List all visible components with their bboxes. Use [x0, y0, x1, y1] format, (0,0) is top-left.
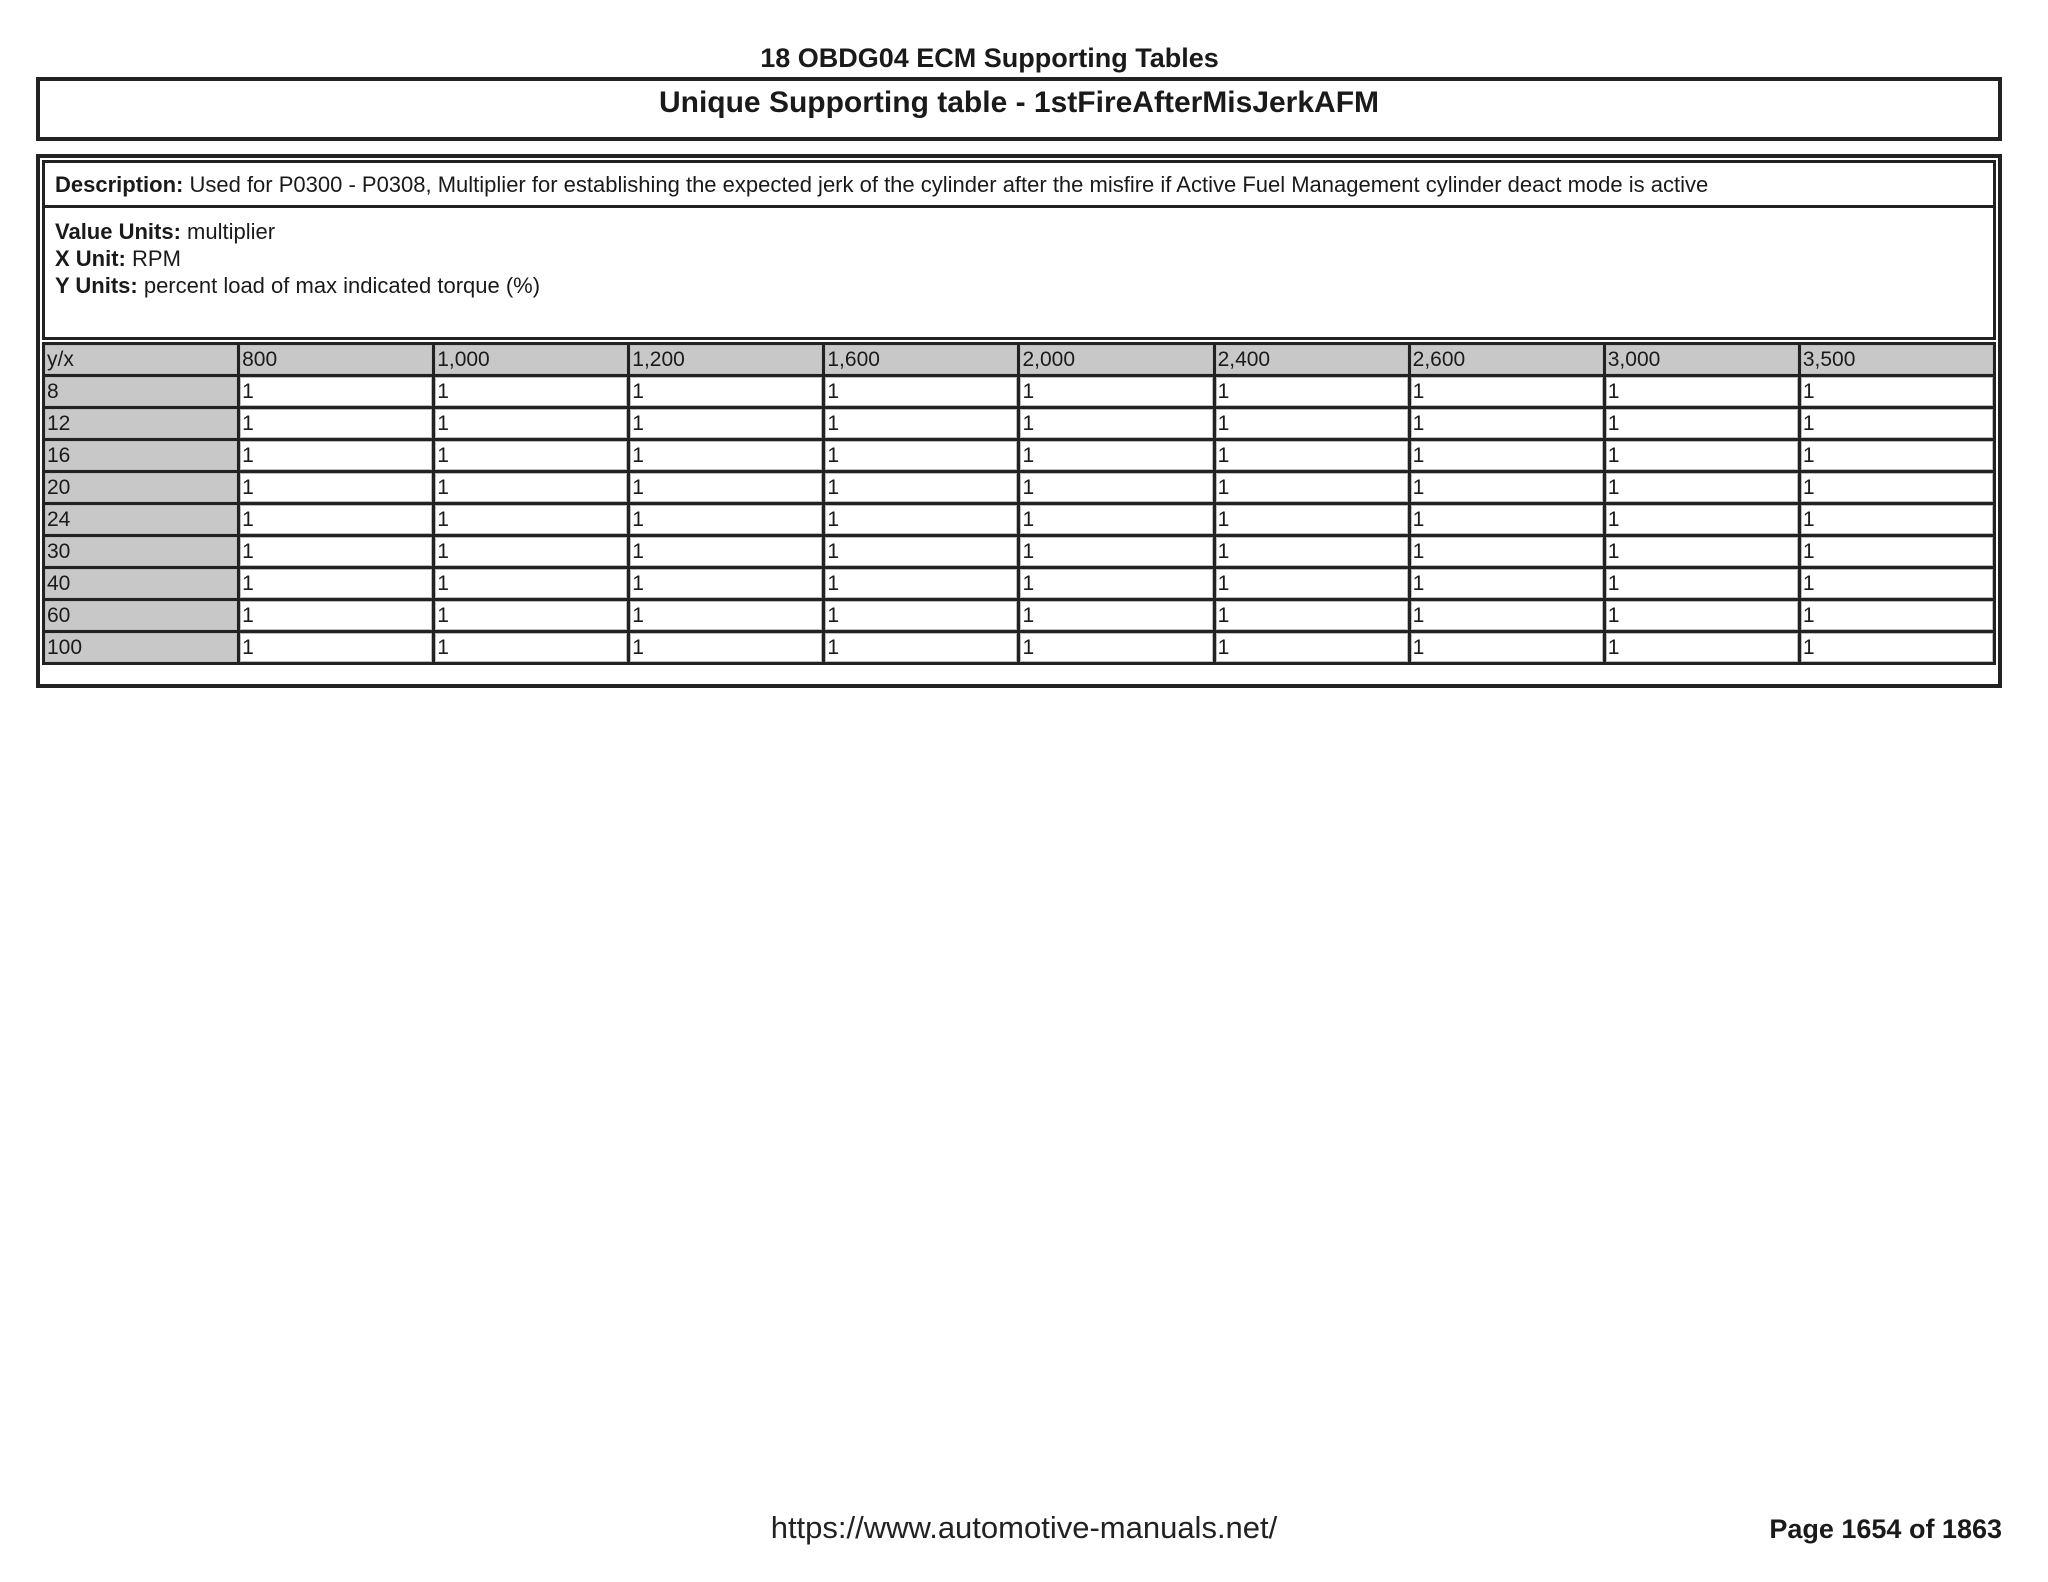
table-header-row — [44, 344, 1995, 376]
column-header-cell: 2,400 — [1214, 344, 1409, 376]
value-cell: 1 — [824, 504, 1019, 536]
value-cell: 1 — [1214, 568, 1409, 600]
page-number: Page 1654 of 1863 — [1769, 1514, 2002, 1544]
table-row — [44, 408, 1995, 440]
table-row — [44, 536, 1995, 568]
x-unit-line — [55, 245, 1983, 272]
value-cell: 1 — [1604, 568, 1799, 600]
value-cell: 1 — [434, 504, 629, 536]
value-cell: 1 — [239, 408, 434, 440]
row-header-cell: 24 — [44, 504, 239, 536]
value-cell: 1 — [1799, 600, 1994, 632]
value-cell: 1 — [1409, 376, 1604, 408]
table-row — [44, 632, 1995, 664]
value-cell: 1 — [1799, 376, 1994, 408]
value-cell: 1 — [239, 440, 434, 472]
value-cell: 1 — [629, 504, 824, 536]
table-row — [44, 376, 1995, 408]
row-header-cell: 40 — [44, 568, 239, 600]
value-cell: 1 — [629, 440, 824, 472]
value-cell: 1 — [239, 632, 434, 664]
value-cell: 1 — [1409, 632, 1604, 664]
value-cell: 1 — [1799, 536, 1994, 568]
value-cell: 1 — [434, 472, 629, 504]
value-cell: 1 — [1019, 600, 1214, 632]
value-cell: 1 — [434, 568, 629, 600]
value-cell: 1 — [1019, 568, 1214, 600]
row-header-cell: 20 — [44, 472, 239, 504]
value-cell: 1 — [239, 600, 434, 632]
value-cell: 1 — [1409, 472, 1604, 504]
value-cell: 1 — [629, 536, 824, 568]
table-panel — [36, 154, 2002, 688]
value-cell: 1 — [1214, 536, 1409, 568]
table-row — [44, 600, 1995, 632]
table-title: Unique Supporting table - 1stFireAfterMisJerkAFM — [658, 86, 1380, 119]
value-cell: 1 — [1799, 632, 1994, 664]
value-cell: 1 — [239, 568, 434, 600]
x-unit-text: RPM — [125, 246, 181, 271]
value-cell: 1 — [1799, 408, 1994, 440]
value-cell: 1 — [629, 632, 824, 664]
table-row — [44, 568, 1995, 600]
column-header-cell: 1,600 — [824, 344, 1019, 376]
value-cell: 1 — [1214, 472, 1409, 504]
value-cell: 1 — [1604, 408, 1799, 440]
value-cell: 1 — [1019, 408, 1214, 440]
value-cell: 1 — [824, 440, 1019, 472]
column-header-cell: 800 — [239, 344, 434, 376]
value-cell: 1 — [1409, 504, 1604, 536]
value-cell: 1 — [1214, 504, 1409, 536]
column-header-cell: 3,000 — [1604, 344, 1799, 376]
row-header-cell: 30 — [44, 536, 239, 568]
value-cell: 1 — [1214, 600, 1409, 632]
value-cell: 1 — [434, 536, 629, 568]
value-cell: 1 — [1799, 440, 1994, 472]
value-cell: 1 — [239, 504, 434, 536]
value-cell: 1 — [1019, 376, 1214, 408]
value-cell: 1 — [1604, 536, 1799, 568]
title-box — [36, 77, 2002, 141]
corner-cell: y/x — [44, 344, 239, 376]
value-cell: 1 — [1409, 408, 1604, 440]
value-cell: 1 — [1409, 440, 1604, 472]
value-cell: 1 — [1604, 600, 1799, 632]
value-cell: 1 — [1799, 568, 1994, 600]
description-section — [42, 160, 1996, 208]
value-cell: 1 — [824, 472, 1019, 504]
value-cell: 1 — [824, 632, 1019, 664]
value-cell: 1 — [1409, 568, 1604, 600]
value-cell: 1 — [824, 408, 1019, 440]
row-header-cell: 8 — [44, 376, 239, 408]
value-cell: 1 — [629, 472, 824, 504]
value-cell: 1 — [239, 536, 434, 568]
column-header-cell: 2,000 — [1019, 344, 1214, 376]
value-units-label: Value Units: — [55, 219, 181, 244]
value-cell: 1 — [1214, 408, 1409, 440]
value-cell: 1 — [1604, 472, 1799, 504]
table-row — [44, 472, 1995, 504]
value-cell: 1 — [434, 632, 629, 664]
value-units-text: multiplier — [180, 219, 276, 244]
value-cell: 1 — [434, 408, 629, 440]
x-unit-label: X Unit: — [55, 246, 126, 271]
value-cell: 1 — [1214, 440, 1409, 472]
value-cell: 1 — [824, 568, 1019, 600]
value-cell: 1 — [1604, 440, 1799, 472]
value-cell: 1 — [629, 600, 824, 632]
value-cell: 1 — [1799, 472, 1994, 504]
value-cell: 1 — [824, 600, 1019, 632]
value-cell: 1 — [629, 408, 824, 440]
value-cell: 1 — [629, 376, 824, 408]
value-cell: 1 — [1019, 440, 1214, 472]
value-cell: 1 — [434, 376, 629, 408]
value-cell: 1 — [1019, 504, 1214, 536]
value-cell: 1 — [1604, 376, 1799, 408]
value-cell: 1 — [1604, 632, 1799, 664]
lookup-table — [42, 342, 1996, 665]
table-row — [44, 504, 1995, 536]
value-cell: 1 — [239, 472, 434, 504]
value-cell: 1 — [629, 568, 824, 600]
value-cell: 1 — [1019, 536, 1214, 568]
row-header-cell: 100 — [44, 632, 239, 664]
row-header-cell: 16 — [44, 440, 239, 472]
units-section — [42, 208, 1996, 340]
value-cell: 1 — [1019, 472, 1214, 504]
footer-url: https://www.automotive-manuals.net/ — [770, 1510, 1278, 1545]
column-header-cell: 1,200 — [629, 344, 824, 376]
description-label: Description: — [55, 172, 184, 197]
value-cell: 1 — [1214, 376, 1409, 408]
value-cell: 1 — [824, 376, 1019, 408]
y-units-label: Y Units: — [55, 273, 138, 298]
value-cell: 1 — [434, 440, 629, 472]
row-header-cell: 60 — [44, 600, 239, 632]
column-header-cell: 1,000 — [434, 344, 629, 376]
description-text: Used for P0300 - P0308, Multiplier for establishing the expected jerk of the cylinder after the misfire if Active Fuel Management cylinder deact mode is active — [183, 172, 1709, 197]
document-header: 18 OBDG04 ECM Supporting Tables — [760, 43, 1219, 73]
value-cell: 1 — [824, 536, 1019, 568]
row-header-cell: 12 — [44, 408, 239, 440]
value-units-line — [55, 218, 1983, 245]
table-row — [44, 440, 1995, 472]
value-cell: 1 — [1604, 504, 1799, 536]
value-cell: 1 — [1019, 632, 1214, 664]
value-cell: 1 — [1409, 600, 1604, 632]
value-cell: 1 — [1214, 632, 1409, 664]
value-cell: 1 — [1409, 536, 1604, 568]
value-cell: 1 — [434, 600, 629, 632]
y-units-text: percent load of max indicated torque (%) — [137, 273, 541, 298]
value-cell: 1 — [239, 376, 434, 408]
value-cell: 1 — [1799, 504, 1994, 536]
column-header-cell: 2,600 — [1409, 344, 1604, 376]
column-header-cell: 3,500 — [1799, 344, 1994, 376]
y-units-line — [55, 272, 1983, 299]
